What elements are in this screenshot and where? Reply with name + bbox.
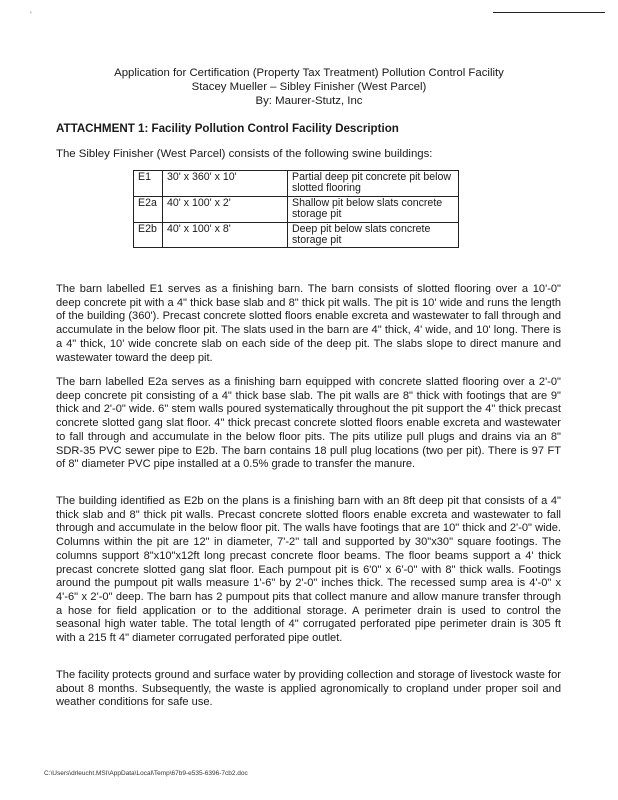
building-dims: 40' x 100' x 2' <box>163 196 288 222</box>
paragraph-e1-description: The barn labelled E1 serves as a finishing barn. The barn consists of slotted flooring over a 10'-0" deep concrete pit with a 4" thick base slab and 8" thick pit walls. The pit is 10' wide and runs the length of the building (360'). Precast concrete slotted floors enable excreta and wastewater to fall through and accumulate in the below floor pit. The slats used in the barn are 4" thick, 4' wide, and 10' long. There is a 4" thick, 10' wide concrete slab on each side of the deep pit. The slabs slope to direct manure and wastewater toward the deep pit. <box>56 283 561 364</box>
table-row <box>134 171 459 197</box>
header-line-applicant: Stacey Mueller – Sibley Finisher (West Parcel) <box>191 81 427 93</box>
building-desc: Shallow pit below slats concrete storage pit <box>288 196 459 222</box>
building-dims: 40' x 100' x 8' <box>163 222 288 248</box>
intro-text: The Sibley Finisher (West Parcel) consists of the following swine buildings: <box>56 148 433 160</box>
attachment-title: ATTACHMENT 1: Facility Pollution Control Facility Description <box>56 122 399 135</box>
paragraph-e2b-description: The building identified as E2b on the plans is a finishing barn with an 8ft deep pit that consists of a 4" thick slab and 8" thick pit walls. Precast concrete slotted floors enable excreta and wastewater to fall through and accumulate in the below floor pit. The walls have footings that are 10" thick and 2'-0" wide. Columns within the pit are 12" in diameter, 7'-2" tall and supported by 30"x30" square footings. The columns support 8"x10"x12ft long precast concrete floor beams. The floor beams support a 4' thick precast concrete slotted gang slat floor. Each pumpout pit is 6'0" x 6'-0" with 8" thick walls. Footings around the pumpout pit walls measure 1'-6" by 2'-0" inches thick. The recessed sump area is 4'-0" x 4'-6" x 2'-0" deep. The barn has 2 pumpout pits that collect manure and allow manure transfer through a hose for field application or to the additional storage. A perimeter drain is used to control the seasonal high water table. The total length of 4" corrugated perforated pipe perimeter drain is 305 ft with a 215 ft 4" diameter corrugated perforated pipe outlet. <box>56 495 561 645</box>
table-row <box>134 222 459 248</box>
building-dims: 30' x 360' x 10' <box>163 171 288 197</box>
paragraph-e2a-description: The barn labelled E2a serves as a finishing barn equipped with concrete slatted flooring over a 2'-0" deep concrete pit consisting of a 4" thick base slab. The pit walls are 8" thick with footings that are 9" thick and 2'-0" wide. 6" stem walls poured systematically throughout the pit support the 4" thick precast concrete slotted gang slat floor. 4" thick precast concrete slotted floors enable excreta and wastewater to fall through and accumulate in the below floor pits. The pits utilize pull plugs and drains via an 8" SDR-35 PVC sewer pipe to E2b. The barn contains 18 pull plug locations (two per pit). There is 97 FT of 8" diameter PVC pipe installed at a 0.5% grade to transfer the manure. <box>56 376 561 471</box>
footer-file-path: C:\Users\drleucht.MSI\AppData\Local\Temp\67b9-e535-6396-7cb2.doc <box>44 770 248 777</box>
building-id: E1 <box>134 171 163 197</box>
header-line-title: Application for Certification (Property Tax Treatment) Pollution Control Facility <box>114 67 504 79</box>
buildings-table <box>133 170 459 248</box>
paragraph-facility-protection: The facility protects ground and surface water by providing collection and storage of livestock waste for about 8 months. Subsequently, the waste is applied agronomically to cropland under proper soil and weather conditions for safe use. <box>56 669 561 709</box>
header-line-author: By: Maurer-Stutz, Inc <box>255 95 363 107</box>
top-rule <box>493 12 605 13</box>
table-row <box>134 196 459 222</box>
building-desc: Partial deep pit concrete pit below slotted flooring <box>288 171 459 197</box>
document-header <box>0 66 618 108</box>
corner-mark: ' <box>30 10 32 20</box>
building-desc: Deep pit below slats concrete storage pit <box>288 222 459 248</box>
building-id: E2b <box>134 222 163 248</box>
building-id: E2a <box>134 196 163 222</box>
